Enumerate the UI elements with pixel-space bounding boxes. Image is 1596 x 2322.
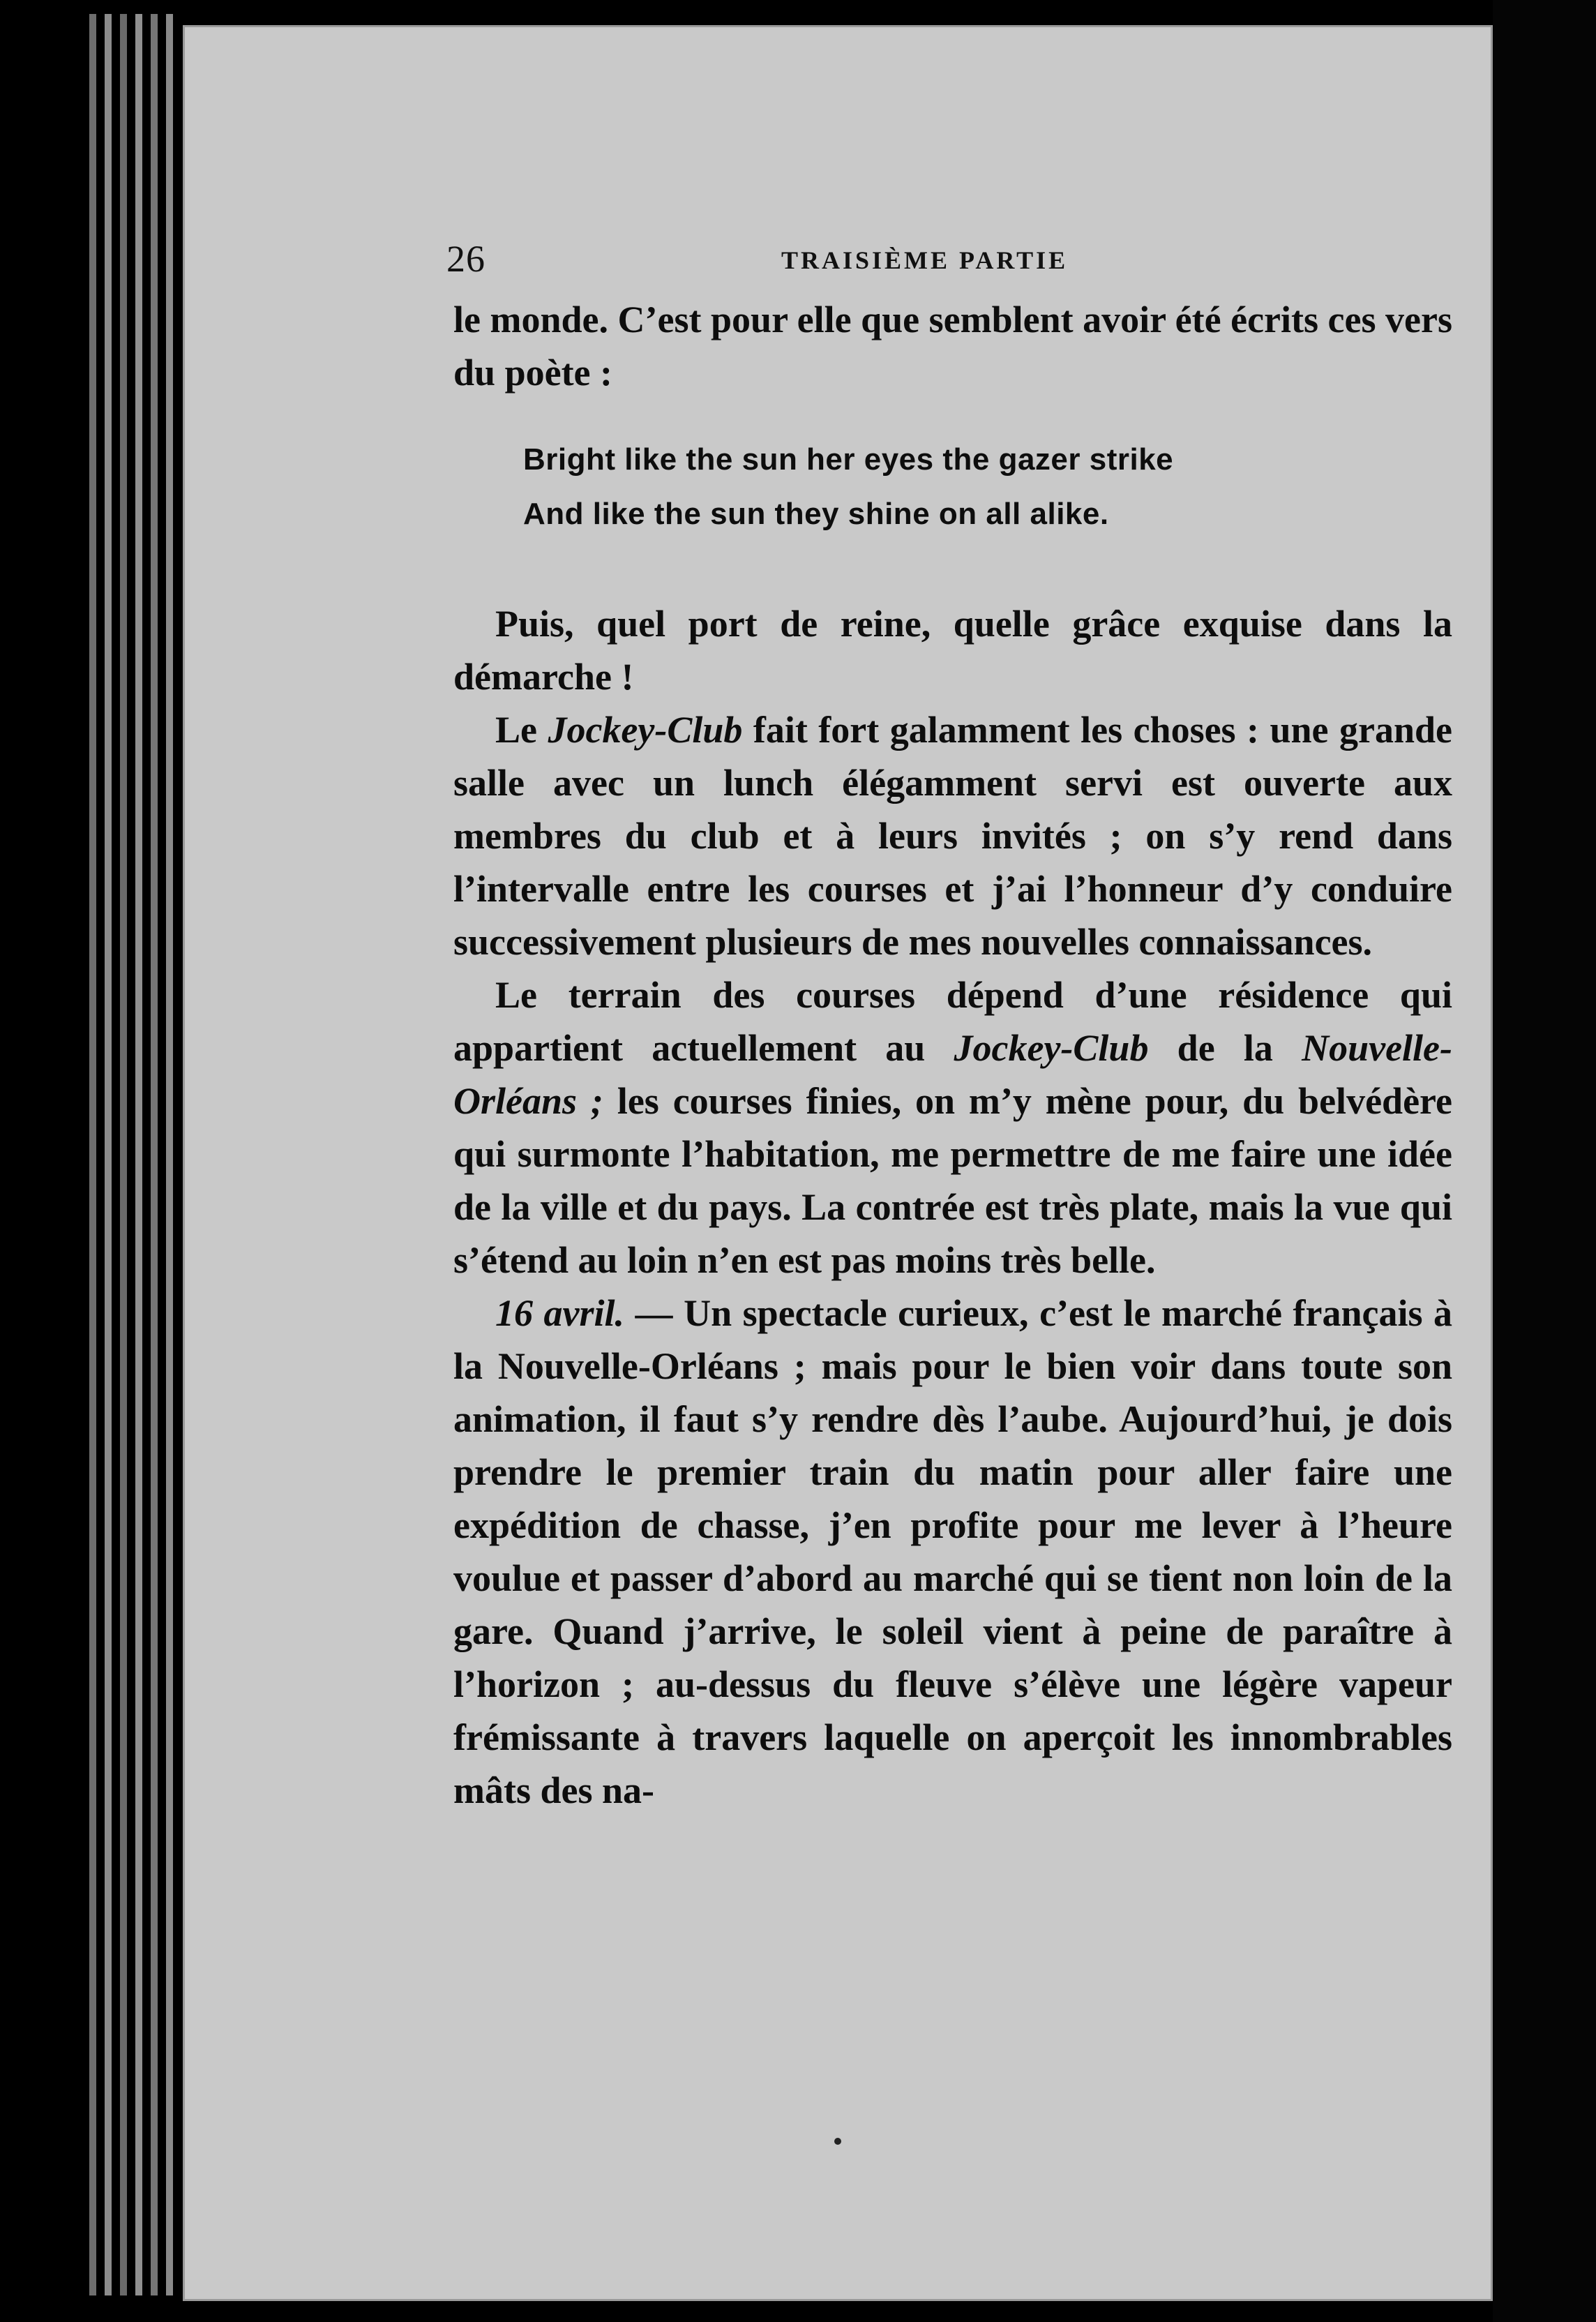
text-run: Le terrain des courses dépend d’une résidence qui appartient actuellement au (453, 974, 1452, 1069)
page-edges (61, 14, 201, 2295)
italic-text: Jockey-Club (954, 1027, 1149, 1069)
paragraph (453, 968, 1452, 1287)
running-head: TRAISIÈME PARTIE (781, 246, 1069, 274)
verse-quote (523, 433, 1452, 541)
text-run: les courses finies, on m’y mène pour, du belvédère qui surmonte l’habitation, me permettre de me faire une idée de la ville et du pays. La contrée est très plate, mais la vue qui s’étend au loin n’en est pas moins très belle. (453, 1080, 1452, 1281)
verse-line: Bright like the sun her eyes the gazer strike (523, 442, 1174, 477)
text-run: fait fort galamment les choses : une grande salle avec un lunch élégamment servi est ouverte aux membres du club et à leurs invités ; on s’y rend dans l’intervalle entre les courses et j’ai l’honneur d’y conduire successivement plusieurs de mes nouvelles connaissances. (453, 709, 1452, 963)
italic-text: Jockey-Club (548, 709, 743, 751)
text-run: de la (1148, 1027, 1302, 1069)
text-run: — Un spectacle curieux, c’est le marché français à la Nouvelle-Orléans ; mais pour le bien voir dans toute son animation, il faut s’y rendre dès l’aube. Aujourd’hui, je dois prendre le premier train du matin pour aller faire une expédition de chasse, j’en profite pour me lever à l’heure voulue et passer d’abord au marché qui se tient non loin de la gare. Quand j’arrive, le soleil vient à peine de paraître à l’horizon ; au-dessus du fleuve s’élève une légère vapeur frémissante à travers laquelle on aperçoit les innombrables mâts des na- (453, 1292, 1452, 1811)
paragraph (453, 703, 1452, 968)
page-number: 26 (446, 238, 485, 280)
right-page-edge (1493, 0, 1596, 2322)
italic-text: Nouvelle-Orléans ; (453, 1027, 1452, 1122)
italic-date: 16 avril. (495, 1292, 625, 1334)
verse-line: And like the sun they shine on all alike. (523, 497, 1109, 531)
paragraph: Puis, quel port de reine, quelle grâce exquise dans la démarche ! (453, 603, 1452, 698)
page-header (446, 237, 1144, 293)
page-speck (834, 2138, 841, 2145)
body-text (453, 293, 1452, 1817)
text-run: Le (495, 709, 548, 751)
paragraph (453, 1287, 1452, 1817)
paragraph: le monde. C’est pour elle que semblent avoir été écrits ces vers du poète : (453, 299, 1452, 394)
